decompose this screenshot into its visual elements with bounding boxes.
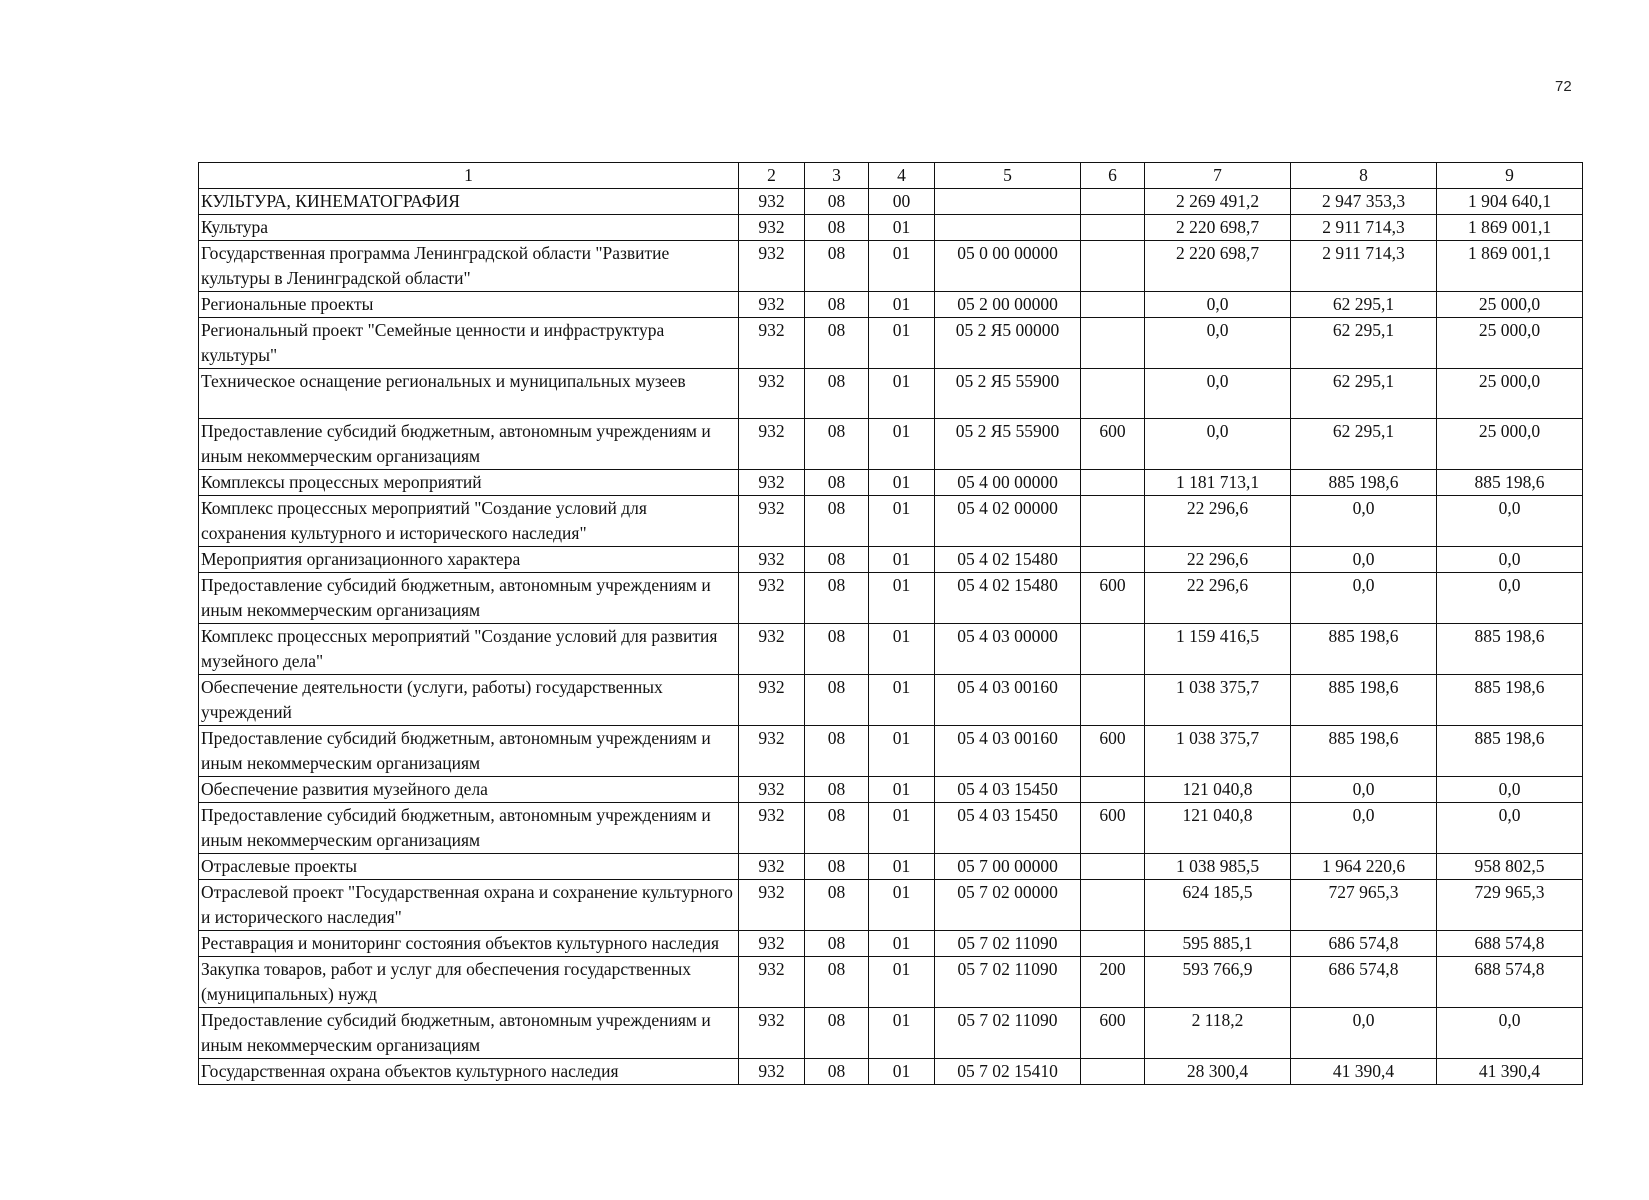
amount-cell-col9: 885 198,6: [1437, 624, 1583, 675]
admin-code-cell: 932: [739, 957, 805, 1008]
amount-cell-col9: 41 390,4: [1437, 1059, 1583, 1085]
target-article-cell: 05 7 02 11090: [935, 931, 1081, 957]
table-row: [199, 880, 1583, 931]
admin-code-cell: 932: [739, 573, 805, 624]
amount-cell-col9: 25 000,0: [1437, 318, 1583, 369]
section-cell: 08: [805, 215, 869, 241]
section-cell: 08: [805, 189, 869, 215]
subsection-cell: 01: [869, 675, 935, 726]
row-name-cell: Региональные проекты: [199, 292, 739, 318]
table-row: [199, 854, 1583, 880]
amount-cell-col9: 958 802,5: [1437, 854, 1583, 880]
amount-cell-col8: 686 574,8: [1291, 931, 1437, 957]
amount-cell-col9: 1 869 001,1: [1437, 241, 1583, 292]
section-cell: 08: [805, 547, 869, 573]
section-cell: 08: [805, 777, 869, 803]
target-article-cell: 05 2 00 00000: [935, 292, 1081, 318]
amount-cell-col9: 0,0: [1437, 573, 1583, 624]
section-cell: 08: [805, 318, 869, 369]
header-cell: 3: [805, 163, 869, 189]
amount-cell-col8: 2 911 714,3: [1291, 215, 1437, 241]
row-name-cell: Закупка товаров, работ и услуг для обеспечения государственных (муниципальных) нужд: [199, 957, 739, 1008]
section-cell: 08: [805, 854, 869, 880]
target-article-cell: 05 4 03 15450: [935, 803, 1081, 854]
subsection-cell: 01: [869, 803, 935, 854]
row-name-cell: Комплекс процессных мероприятий "Создание условий для сохранения культурного и исторического наследия": [199, 496, 739, 547]
section-cell: 08: [805, 880, 869, 931]
target-article-cell: 05 7 02 11090: [935, 957, 1081, 1008]
target-article-cell: 05 4 02 15480: [935, 573, 1081, 624]
amount-cell-col8: 62 295,1: [1291, 419, 1437, 470]
target-article-cell: 05 7 02 11090: [935, 1008, 1081, 1059]
admin-code-cell: 932: [739, 726, 805, 777]
amount-cell-col7: 593 766,9: [1145, 957, 1291, 1008]
table-row: [199, 241, 1583, 292]
admin-code-cell: 932: [739, 189, 805, 215]
subsection-cell: 01: [869, 931, 935, 957]
row-name-cell: Предоставление субсидий бюджетным, автономным учреждениям и иным некоммерческим организациям: [199, 419, 739, 470]
expense-type-cell: [1081, 189, 1145, 215]
table-row: [199, 1008, 1583, 1059]
amount-cell-col8: 0,0: [1291, 573, 1437, 624]
section-cell: 08: [805, 931, 869, 957]
table-row: [199, 547, 1583, 573]
row-name-cell: Отраслевые проекты: [199, 854, 739, 880]
table-row: [199, 419, 1583, 470]
amount-cell-col8: 62 295,1: [1291, 292, 1437, 318]
section-cell: 08: [805, 803, 869, 854]
amount-cell-col7: 22 296,6: [1145, 547, 1291, 573]
expense-type-cell: [1081, 624, 1145, 675]
expense-type-cell: [1081, 496, 1145, 547]
table-row: [199, 957, 1583, 1008]
amount-cell-col7: 2 269 491,2: [1145, 189, 1291, 215]
expense-type-cell: [1081, 369, 1145, 419]
row-name-cell: Региональный проект "Семейные ценности и инфраструктура культуры": [199, 318, 739, 369]
row-name-cell: Отраслевой проект "Государственная охрана и сохранение культурного и исторического наследия": [199, 880, 739, 931]
table-row: [199, 292, 1583, 318]
amount-cell-col9: 25 000,0: [1437, 292, 1583, 318]
section-cell: 08: [805, 369, 869, 419]
amount-cell-col9: 729 965,3: [1437, 880, 1583, 931]
amount-cell-col7: 2 220 698,7: [1145, 215, 1291, 241]
amount-cell-col8: 0,0: [1291, 777, 1437, 803]
subsection-cell: 01: [869, 241, 935, 292]
row-name-cell: Государственная программа Ленинградской области "Развитие культуры в Ленинградской области": [199, 241, 739, 292]
amount-cell-col8: 885 198,6: [1291, 470, 1437, 496]
expense-type-cell: 600: [1081, 573, 1145, 624]
row-name-cell: Обеспечение развития музейного дела: [199, 777, 739, 803]
table-row: [199, 675, 1583, 726]
admin-code-cell: 932: [739, 215, 805, 241]
admin-code-cell: 932: [739, 1059, 805, 1085]
section-cell: 08: [805, 1059, 869, 1085]
amount-cell-col8: 2 911 714,3: [1291, 241, 1437, 292]
amount-cell-col8: 0,0: [1291, 547, 1437, 573]
amount-cell-col7: 624 185,5: [1145, 880, 1291, 931]
expense-type-cell: [1081, 854, 1145, 880]
table-row: [199, 624, 1583, 675]
table-row: [199, 215, 1583, 241]
subsection-cell: 01: [869, 573, 935, 624]
amount-cell-col8: 885 198,6: [1291, 675, 1437, 726]
subsection-cell: 01: [869, 547, 935, 573]
table-row: [199, 803, 1583, 854]
admin-code-cell: 932: [739, 803, 805, 854]
table-row: [199, 573, 1583, 624]
amount-cell-col7: 1 038 375,7: [1145, 675, 1291, 726]
header-cell: 4: [869, 163, 935, 189]
table-body: [199, 163, 1583, 1085]
amount-cell-col9: 0,0: [1437, 777, 1583, 803]
section-cell: 08: [805, 726, 869, 777]
amount-cell-col8: 1 964 220,6: [1291, 854, 1437, 880]
target-article-cell: 05 7 00 00000: [935, 854, 1081, 880]
target-article-cell: [935, 189, 1081, 215]
target-article-cell: 05 4 02 15480: [935, 547, 1081, 573]
admin-code-cell: 932: [739, 880, 805, 931]
admin-code-cell: 932: [739, 292, 805, 318]
amount-cell-col9: 688 574,8: [1437, 931, 1583, 957]
subsection-cell: 01: [869, 369, 935, 419]
expense-type-cell: [1081, 880, 1145, 931]
amount-cell-col8: 2 947 353,3: [1291, 189, 1437, 215]
expense-type-cell: 600: [1081, 1008, 1145, 1059]
expense-type-cell: [1081, 547, 1145, 573]
admin-code-cell: 932: [739, 369, 805, 419]
target-article-cell: 05 4 03 00160: [935, 675, 1081, 726]
expense-type-cell: 600: [1081, 726, 1145, 777]
section-cell: 08: [805, 573, 869, 624]
row-name-cell: Предоставление субсидий бюджетным, автономным учреждениям и иным некоммерческим организациям: [199, 573, 739, 624]
expense-type-cell: 200: [1081, 957, 1145, 1008]
target-article-cell: 05 2 Я5 55900: [935, 369, 1081, 419]
amount-cell-col8: 686 574,8: [1291, 957, 1437, 1008]
table-row: [199, 189, 1583, 215]
section-cell: 08: [805, 419, 869, 470]
header-cell: 6: [1081, 163, 1145, 189]
page-number: 72: [1555, 78, 1572, 95]
target-article-cell: 05 7 02 15410: [935, 1059, 1081, 1085]
table-row: [199, 470, 1583, 496]
target-article-cell: 05 7 02 00000: [935, 880, 1081, 931]
expense-type-cell: [1081, 1059, 1145, 1085]
row-name-cell: Предоставление субсидий бюджетным, автономным учреждениям и иным некоммерческим организациям: [199, 726, 739, 777]
expense-type-cell: [1081, 292, 1145, 318]
amount-cell-col9: 885 198,6: [1437, 470, 1583, 496]
amount-cell-col9: 1 869 001,1: [1437, 215, 1583, 241]
row-name-cell: Предоставление субсидий бюджетным, автономным учреждениям и иным некоммерческим организациям: [199, 803, 739, 854]
amount-cell-col8: 0,0: [1291, 1008, 1437, 1059]
header-cell: 2: [739, 163, 805, 189]
amount-cell-col9: 0,0: [1437, 547, 1583, 573]
subsection-cell: 01: [869, 726, 935, 777]
admin-code-cell: 932: [739, 1008, 805, 1059]
target-article-cell: [935, 215, 1081, 241]
amount-cell-col7: 0,0: [1145, 419, 1291, 470]
amount-cell-col8: 41 390,4: [1291, 1059, 1437, 1085]
expense-type-cell: [1081, 777, 1145, 803]
section-cell: 08: [805, 292, 869, 318]
row-name-cell: Комплекс процессных мероприятий "Создание условий для развития музейного дела": [199, 624, 739, 675]
table-row: [199, 931, 1583, 957]
expense-type-cell: 600: [1081, 803, 1145, 854]
amount-cell-col7: 121 040,8: [1145, 777, 1291, 803]
row-name-cell: Государственная охрана объектов культурного наследия: [199, 1059, 739, 1085]
header-cell: 9: [1437, 163, 1583, 189]
row-name-cell: Обеспечение деятельности (услуги, работы) государственных учреждений: [199, 675, 739, 726]
table-row: [199, 1059, 1583, 1085]
amount-cell-col9: 0,0: [1437, 803, 1583, 854]
section-cell: 08: [805, 1008, 869, 1059]
subsection-cell: 01: [869, 624, 935, 675]
subsection-cell: 00: [869, 189, 935, 215]
table-row: [199, 496, 1583, 547]
row-name-cell: Мероприятия организационного характера: [199, 547, 739, 573]
amount-cell-col8: 0,0: [1291, 496, 1437, 547]
amount-cell-col7: 0,0: [1145, 318, 1291, 369]
expense-type-cell: [1081, 675, 1145, 726]
admin-code-cell: 932: [739, 318, 805, 369]
row-name-cell: КУЛЬТУРА, КИНЕМАТОГРАФИЯ: [199, 189, 739, 215]
amount-cell-col7: 28 300,4: [1145, 1059, 1291, 1085]
target-article-cell: 05 2 Я5 00000: [935, 318, 1081, 369]
target-article-cell: 05 4 00 00000: [935, 470, 1081, 496]
subsection-cell: 01: [869, 419, 935, 470]
subsection-cell: 01: [869, 496, 935, 547]
section-cell: 08: [805, 470, 869, 496]
amount-cell-col9: 25 000,0: [1437, 419, 1583, 470]
admin-code-cell: 932: [739, 777, 805, 803]
subsection-cell: 01: [869, 854, 935, 880]
amount-cell-col7: 2 118,2: [1145, 1008, 1291, 1059]
amount-cell-col7: 121 040,8: [1145, 803, 1291, 854]
amount-cell-col9: 0,0: [1437, 496, 1583, 547]
target-article-cell: 05 2 Я5 55900: [935, 419, 1081, 470]
admin-code-cell: 932: [739, 496, 805, 547]
subsection-cell: 01: [869, 880, 935, 931]
amount-cell-col9: 1 904 640,1: [1437, 189, 1583, 215]
admin-code-cell: 932: [739, 470, 805, 496]
amount-cell-col7: 2 220 698,7: [1145, 241, 1291, 292]
admin-code-cell: 932: [739, 854, 805, 880]
admin-code-cell: 932: [739, 624, 805, 675]
amount-cell-col8: 0,0: [1291, 803, 1437, 854]
row-name-cell: Техническое оснащение региональных и муниципальных музеев: [199, 369, 739, 419]
expense-type-cell: [1081, 470, 1145, 496]
table-row: [199, 777, 1583, 803]
admin-code-cell: 932: [739, 241, 805, 292]
amount-cell-col7: 595 885,1: [1145, 931, 1291, 957]
header-row: [199, 163, 1583, 189]
amount-cell-col7: 1 038 985,5: [1145, 854, 1291, 880]
expense-type-cell: [1081, 241, 1145, 292]
section-cell: 08: [805, 675, 869, 726]
expense-type-cell: [1081, 931, 1145, 957]
target-article-cell: 05 4 03 00160: [935, 726, 1081, 777]
subsection-cell: 01: [869, 215, 935, 241]
section-cell: 08: [805, 624, 869, 675]
header-cell: 8: [1291, 163, 1437, 189]
expense-type-cell: 600: [1081, 419, 1145, 470]
amount-cell-col7: 1 181 713,1: [1145, 470, 1291, 496]
subsection-cell: 01: [869, 318, 935, 369]
subsection-cell: 01: [869, 470, 935, 496]
amount-cell-col8: 885 198,6: [1291, 726, 1437, 777]
admin-code-cell: 932: [739, 931, 805, 957]
admin-code-cell: 932: [739, 547, 805, 573]
amount-cell-col7: 22 296,6: [1145, 573, 1291, 624]
amount-cell-col8: 62 295,1: [1291, 318, 1437, 369]
amount-cell-col8: 727 965,3: [1291, 880, 1437, 931]
admin-code-cell: 932: [739, 419, 805, 470]
amount-cell-col9: 25 000,0: [1437, 369, 1583, 419]
header-cell: 7: [1145, 163, 1291, 189]
subsection-cell: 01: [869, 957, 935, 1008]
subsection-cell: 01: [869, 1008, 935, 1059]
amount-cell-col9: 885 198,6: [1437, 726, 1583, 777]
target-article-cell: 05 0 00 00000: [935, 241, 1081, 292]
table-row: [199, 726, 1583, 777]
row-name-cell: Культура: [199, 215, 739, 241]
target-article-cell: 05 4 02 00000: [935, 496, 1081, 547]
section-cell: 08: [805, 241, 869, 292]
section-cell: 08: [805, 496, 869, 547]
amount-cell-col9: 688 574,8: [1437, 957, 1583, 1008]
table-row: [199, 318, 1583, 369]
expense-type-cell: [1081, 215, 1145, 241]
subsection-cell: 01: [869, 777, 935, 803]
target-article-cell: 05 4 03 00000: [935, 624, 1081, 675]
amount-cell-col8: 885 198,6: [1291, 624, 1437, 675]
row-name-cell: Предоставление субсидий бюджетным, автономным учреждениям и иным некоммерческим организациям: [199, 1008, 739, 1059]
budget-table: [198, 162, 1583, 1085]
target-article-cell: 05 4 03 15450: [935, 777, 1081, 803]
amount-cell-col7: 0,0: [1145, 292, 1291, 318]
amount-cell-col9: 885 198,6: [1437, 675, 1583, 726]
amount-cell-col8: 62 295,1: [1291, 369, 1437, 419]
row-name-cell: Комплексы процессных мероприятий: [199, 470, 739, 496]
amount-cell-col9: 0,0: [1437, 1008, 1583, 1059]
amount-cell-col7: 0,0: [1145, 369, 1291, 419]
subsection-cell: 01: [869, 292, 935, 318]
table-row: [199, 369, 1583, 419]
amount-cell-col7: 22 296,6: [1145, 496, 1291, 547]
amount-cell-col7: 1 159 416,5: [1145, 624, 1291, 675]
expense-type-cell: [1081, 318, 1145, 369]
row-name-cell: Реставрация и мониторинг состояния объектов культурного наследия: [199, 931, 739, 957]
subsection-cell: 01: [869, 1059, 935, 1085]
section-cell: 08: [805, 957, 869, 1008]
header-cell: 1: [199, 163, 739, 189]
amount-cell-col7: 1 038 375,7: [1145, 726, 1291, 777]
admin-code-cell: 932: [739, 675, 805, 726]
header-cell: 5: [935, 163, 1081, 189]
